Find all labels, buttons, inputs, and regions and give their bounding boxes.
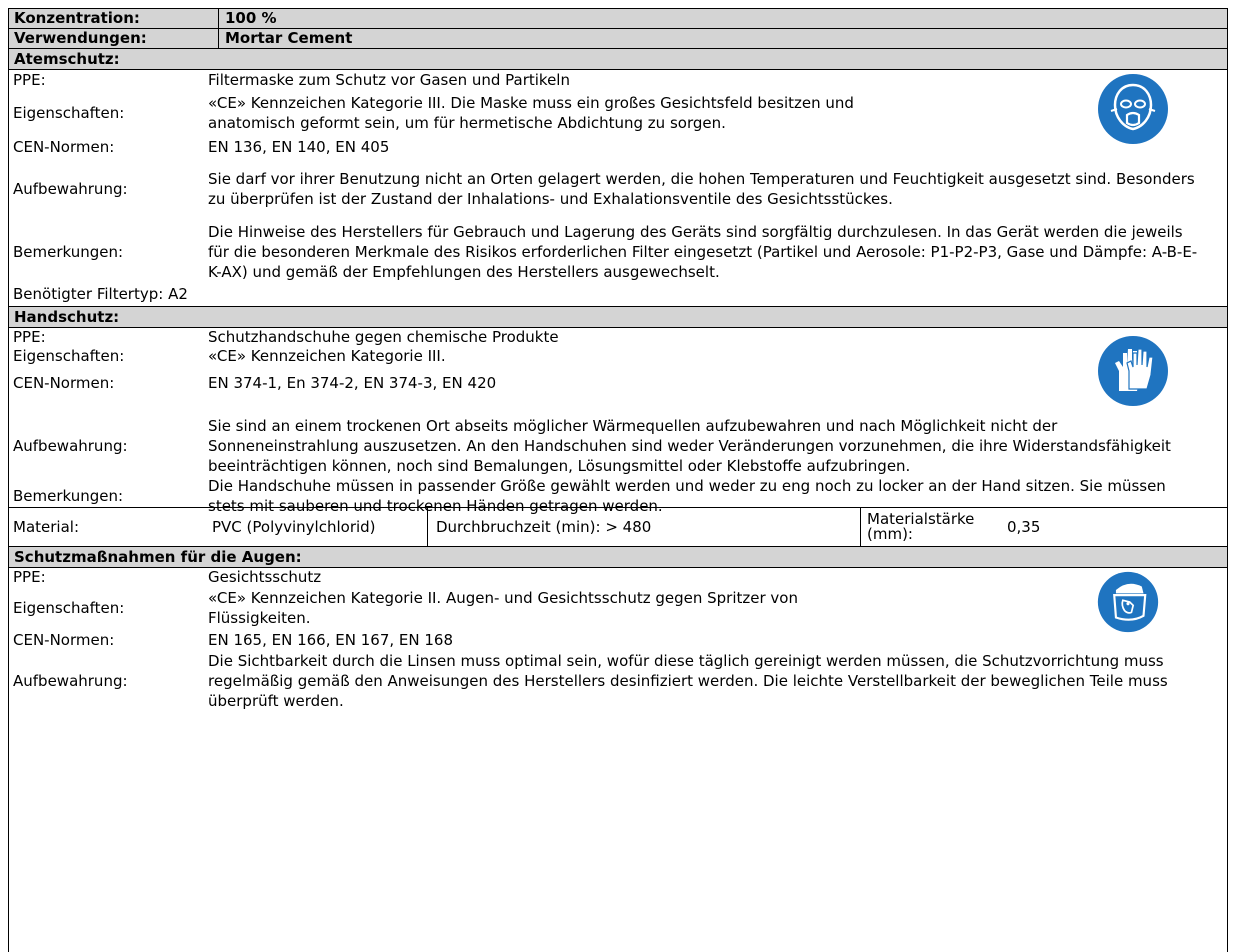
usage-row <box>9 29 1227 49</box>
remarks-label: Bemerkungen: <box>13 243 124 261</box>
ppe-label: PPE: <box>13 71 46 89</box>
storage-value: Sie darf vor ihrer Benutzung nicht an Orten gelagert werden, die hohen Temperaturen und Feuchtigkeit ausgesetzt sind. Besonders zu überprüfen ist der Zustand der Inhalations- und Exhalationsventile des Gesichtsstückes. <box>208 170 1195 208</box>
storage-label: Aufbewahrung: <box>13 672 128 690</box>
storage-value: Sie sind an einem trockenen Ort abseits möglicher Wärmequellen aufzubewahren und nach Möglichkeit nicht der Sonneneinstrahlung auszusetzen. An den Handschuhen sind weder Veränderungen vorzunehmen, die ihre Widerstandsfähigkeit beeinträchtigen können, noch sind Bemalungen, Lösungsmittel oder Klebstoffe aufzubringen. <box>208 417 1171 475</box>
usage-value: Mortar Cement <box>225 29 353 47</box>
hand-block <box>9 328 1227 515</box>
eye-block <box>9 568 1227 768</box>
ppe-value: Schutzhandschuhe gegen chemische Produkte <box>208 328 559 346</box>
concentration-label: Konzentration: <box>9 9 219 28</box>
cen-standards-value: EN 374-1, En 374-2, EN 374-3, EN 420 <box>208 374 497 392</box>
thickness-label: Materialstärke (mm): <box>867 510 975 543</box>
cen-standards-label: CEN-Normen: <box>13 374 115 392</box>
cen-standards-value: EN 136, EN 140, EN 405 <box>208 138 390 156</box>
ppe-label: PPE: <box>13 328 46 346</box>
storage-label: Aufbewahrung: <box>13 437 128 455</box>
face-shield-icon <box>1097 571 1159 633</box>
cen-standards-label: CEN-Normen: <box>13 631 115 649</box>
section-title-respiratory: Atemschutz: <box>9 49 1227 70</box>
properties-label: Eigenschaften: <box>13 347 125 365</box>
concentration-row <box>9 9 1227 29</box>
thickness-value: 0,35 <box>1007 518 1041 536</box>
material-label: Material: <box>13 518 79 536</box>
safety-data-sheet <box>8 8 1228 952</box>
material-value: PVC (Polyvinylchlorid) <box>212 508 428 546</box>
respiratory-block <box>9 70 1227 307</box>
cen-standards-label: CEN-Normen: <box>13 138 115 156</box>
storage-label: Aufbewahrung: <box>13 180 128 198</box>
ppe-value: Gesichtsschutz <box>208 568 322 586</box>
section-title-eyes: Schutzmaßnahmen für die Augen: <box>9 547 1227 568</box>
cen-standards-value: EN 165, EN 166, EN 167, EN 168 <box>208 631 453 649</box>
remarks-value: Die Handschuhe müssen in passender Größe gewählt werden und weder zu eng noch zu locker an der Hand sitzen. Sie müssen stets mit sauberen und trockenen Händen getragen werden. <box>208 477 1166 515</box>
properties-label: Eigenschaften: <box>13 104 125 122</box>
properties-value: «CE» Kennzeichen Kategorie III. Die Maske muss ein großes Gesichtsfeld besitzen und anatomisch geformt sein, um für hermetische Abdichtung zu sorgen. <box>208 94 854 132</box>
usage-label: Verwendungen: <box>9 29 219 48</box>
remarks-value: Die Hinweise des Herstellers für Gebrauch und Lagerung des Geräts sind sorgfältig durchzulesen. In das Gerät werden die jeweils für die besonderen Merkmale des Risikos erforderlichen Filter eingesetzt (Partikel und Aerosole: P1-P2-P3, Gase und Dämpfe: A-B-E-K-AX) und gemäß der Empfehlungen des Herstellers ausgewechselt. <box>208 223 1198 281</box>
properties-value: «CE» Kennzeichen Kategorie III. <box>208 347 446 365</box>
properties-value: «CE» Kennzeichen Kategorie II. Augen- und Gesichtsschutz gegen Spritzer von Flüssigkeiten. <box>208 589 798 627</box>
ppe-label: PPE: <box>13 568 46 586</box>
storage-value: Die Sichtbarkeit durch die Linsen muss optimal sein, wofür diese täglich gereinigt werden müssen, die Schutzvorrichtung muss regelmäßig gemäß den Anweisungen des Herstellers desinfiziert werden. Die leichte Verstellbarkeit der beweglichen Teile muss überprüft werden. <box>208 652 1168 710</box>
remarks-label: Bemerkungen: <box>13 487 124 505</box>
protective-gloves-icon <box>1097 335 1169 407</box>
filter-type: Benötigter Filtertyp: A2 <box>13 285 188 303</box>
concentration-value: 100 % <box>225 9 277 27</box>
respirator-mask-icon <box>1097 73 1169 145</box>
properties-label: Eigenschaften: <box>13 599 125 617</box>
breakthrough-time: Durchbruchzeit (min): > 480 <box>428 508 861 546</box>
section-title-hand: Handschutz: <box>9 307 1227 328</box>
ppe-value: Filtermaske zum Schutz vor Gasen und Partikeln <box>208 71 570 89</box>
